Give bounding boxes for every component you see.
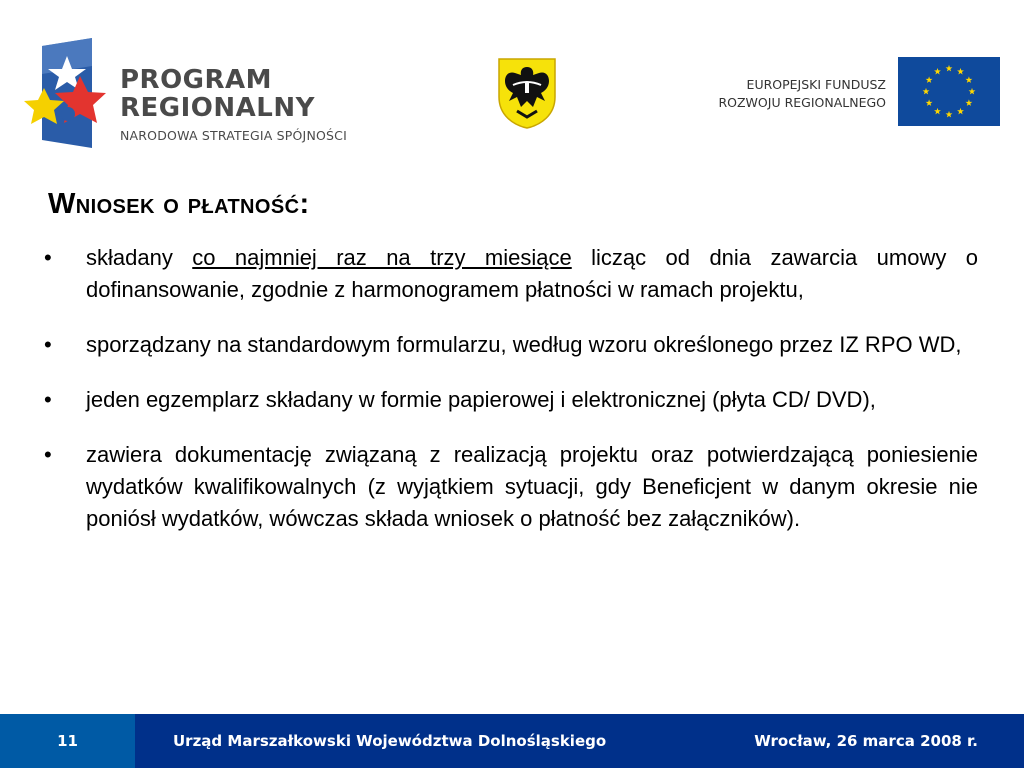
eu-fund-line2: ROZWOJU REGIONALNEGO (718, 95, 886, 110)
bullet-text: zawiera dokumentację związaną z realizacją projektu oraz potwierdzającą poniesienie wydatków kwalifikowalnych (z wyjątkiem sytuacji, gdy Beneficjent w danym okresie nie poniósł wydatków, wówczas składa wniosek o płatność bez załączników). (86, 442, 978, 531)
bullet-text-underlined: co najmniej raz na trzy miesiące (192, 245, 572, 270)
bullet-item (44, 329, 978, 361)
eu-fund-line1: EUROPEJSKI FUNDUSZ (746, 77, 886, 92)
program-regionalny-star-icon (22, 36, 117, 152)
bullet-item (44, 439, 978, 535)
bullet-text-end: licząc od dnia zawarcia umowy o dofinansowanie, zgodnie z harmonogramem płatności w ramach projektu, (86, 245, 978, 302)
bullet-list (44, 242, 978, 558)
program-logo-line1: PROGRAM (120, 65, 273, 95)
footer-organization: Urząd Marszałkowski Województwa Dolnośląskiego (173, 732, 607, 750)
bullet-item (44, 384, 978, 416)
bullet-marker: • (44, 442, 52, 467)
bullet-text: sporządzany na standardowym formularzu, według wzoru określonego przez IZ RPO WD, (86, 332, 962, 357)
bullet-marker: • (44, 245, 52, 270)
bullet-text-start: składany (86, 245, 193, 270)
page-number: 11 (0, 714, 135, 768)
bullet-marker: • (44, 332, 52, 357)
eu-fund-label (718, 76, 886, 112)
eu-flag-icon (898, 57, 1000, 126)
lower-silesia-coat-of-arms-icon (497, 57, 557, 129)
footer-place-date: Wrocław, 26 marca 2008 r. (754, 732, 978, 750)
program-logo-tagline: NARODOWA STRATEGIA SPÓJNOŚCI (120, 128, 347, 143)
slide-title: Wniosek o płatność: (48, 188, 310, 220)
bullet-text: jeden egzemplarz składany w formie papierowej i elektronicznej (płyta CD/ DVD), (86, 387, 876, 412)
footer (0, 714, 1024, 768)
program-logo-line2: REGIONALNY (120, 93, 315, 123)
footer-bar (135, 714, 1024, 768)
program-regionalny-logo (22, 36, 382, 152)
bullet-item (44, 242, 978, 306)
bullet-marker: • (44, 387, 52, 412)
